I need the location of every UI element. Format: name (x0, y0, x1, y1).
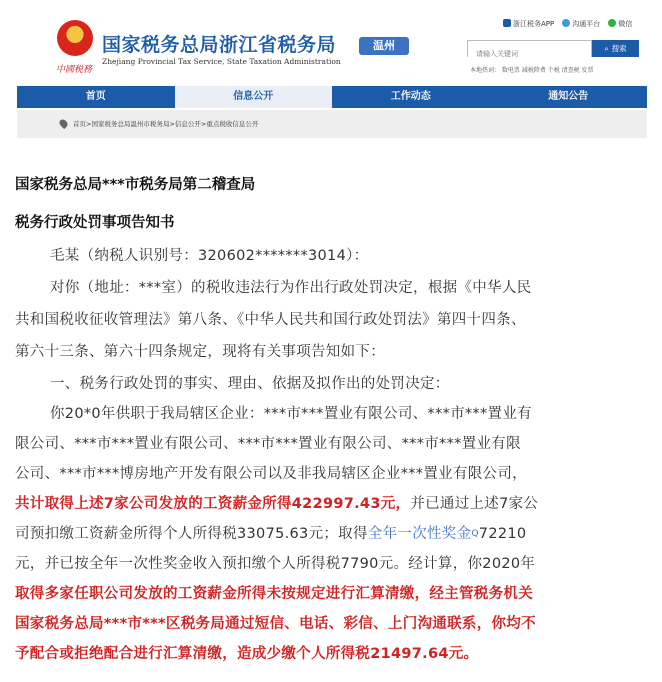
search-button[interactable]: ⌕ 搜索 (592, 40, 639, 57)
bonus-link[interactable]: 全年一次性奖金 (367, 526, 472, 542)
addressee-line: 毛某（纳税人识别号：320602*******3014）： (50, 248, 369, 264)
site-title[interactable]: 国家税务总局浙江省税务局 (102, 34, 337, 56)
paragraph-line: 共计取得上述7家公司发放的工资薪金所得422997.43元，并已通过上述7家公 (15, 496, 539, 512)
city-badge[interactable]: 温州 (359, 37, 409, 55)
highlighted-text: 取得多家任职公司发放的工资薪金所得未按规定进行汇算清缴，经主管税务机关 (15, 586, 533, 602)
site-header (0, 0, 662, 84)
nav-item-info[interactable]: 信息公开 (175, 86, 333, 108)
paragraph-line: 对你（地址：***室）的税收违法行为作出行政处罚决定，根据《中华人民 (50, 280, 532, 296)
main-nav (17, 86, 647, 108)
paragraph-line: 共和国税收征收管理法》第八条、《中华人民共和国行政处罚法》第四十四条、 (15, 312, 526, 328)
top-links (503, 19, 632, 29)
wechat-icon (608, 19, 616, 27)
paragraph-line: 公司、***市***博房地产开发有限公司以及非我局辖区企业***置业有限公司， (15, 466, 527, 482)
paragraph-line: 你20*0年供职于我局辖区企业：***市***置业有限公司、***市***置业有 (50, 406, 532, 422)
top-link-wechat[interactable]: 微信 (608, 19, 632, 29)
highlighted-text: 国家税务总局***市***区税务局通过短信、电话、彩信、上门沟通联系，你均不 (15, 616, 536, 632)
article-issuer: 国家税务总局***市税务局第二稽查局 (15, 177, 256, 193)
location-pin-icon (58, 118, 69, 129)
article-title: 税务行政处罚事项告知书 (15, 215, 175, 231)
breadcrumb[interactable]: 首页>国家税务总局温州市税务局>信息公开>重点税收信息公开 (73, 120, 259, 128)
seal-text: 中國税務 (56, 65, 93, 75)
paragraph-line: 元，并已按全年一次性奖金收入预扣缴个人所得税7790元。经计算，你2020年 (15, 556, 536, 572)
app-icon (503, 19, 511, 27)
section-heading: 一、税务行政处罚的事实、理由、依据及拟作出的处罚决定： (50, 376, 450, 392)
paragraph-line: 第六十三条、第六十四条规定，现将有关事项告知如下： (15, 344, 385, 360)
highlighted-text: 予配合或拒绝配合进行汇算清缴，造成少缴个人所得税21497.64元。 (15, 646, 479, 662)
hot-words[interactable]: 本地热词： 数电票 减税降费 个税 清查税 发票 (470, 67, 594, 74)
highlighted-text: 共计取得上述7家公司发放的工资薪金所得422997.43元， (15, 496, 411, 512)
search-icon: ⌕ (604, 43, 609, 53)
breadcrumb-bar (17, 110, 647, 138)
top-link-platform[interactable]: 沟通平台 (562, 19, 600, 29)
search-input[interactable] (468, 47, 591, 62)
top-link-app[interactable]: 浙江税务APP (503, 19, 554, 29)
nav-item-work[interactable]: 工作动态 (390, 91, 431, 102)
search-hint-icon[interactable]: Q (471, 529, 479, 539)
paragraph-line: 限公司、***市***置业有限公司、***市***置业有限公司、***市***置业有限 (15, 436, 521, 452)
nav-item-home[interactable]: 首页 (85, 91, 106, 102)
tax-emblem-icon (57, 20, 93, 56)
nav-item-notice[interactable]: 通知公告 (548, 91, 589, 102)
site-title-english: Zhejiang Provincial Tax Service, State Taxation Administration (102, 57, 341, 66)
cloud-icon (562, 19, 570, 27)
search-box (467, 40, 592, 57)
paragraph-line: 司预扣缴工资薪金所得个人所得税33075.63元；取得全年一次性奖金$^Q$72210 (15, 526, 527, 542)
